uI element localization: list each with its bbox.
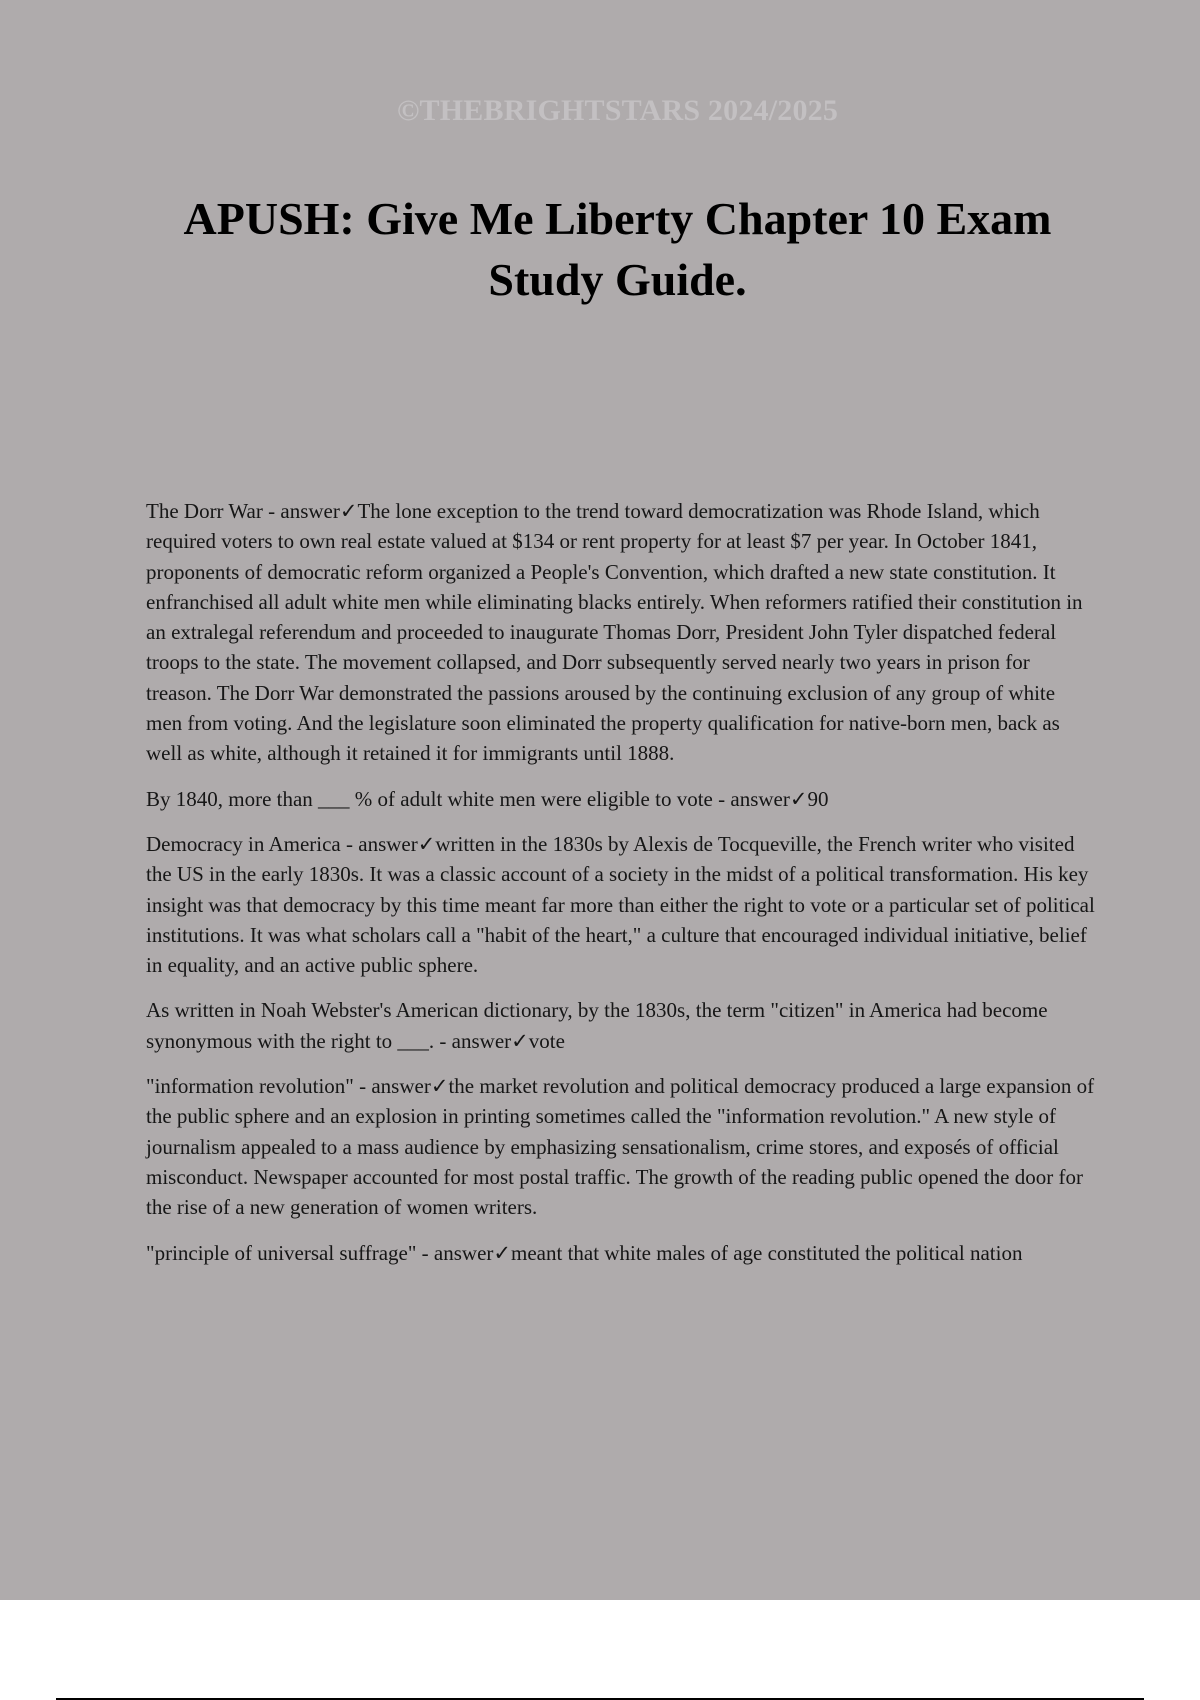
answer-text: the market revolution and political democracy produced a large expansion of the public sphere and an explosion in printing sometimes called the "information revolution." A new style of journalism appealed to a mass audience by emphasizing sensationalism, crime stores, and exposés of official misconduct. Newspaper accounted for most postal traffic. The growth of the reading public opened the door for the rise of a new generation of women writers. [146, 1074, 1095, 1220]
answer-text: 90 [807, 786, 829, 811]
qa-item [146, 784, 1096, 814]
checkmark-icon: ✓ [417, 831, 436, 856]
qa-item [146, 496, 1096, 769]
checkmark-icon: ✓ [430, 1074, 449, 1099]
qa-item [146, 829, 1096, 980]
question-text: The Dorr War - [146, 499, 281, 523]
page-title: APUSH: Give Me Liberty Chapter 10 Exam Study Guide. [183, 193, 1052, 305]
checkmark-icon: ✓ [493, 1240, 512, 1265]
question-text: Democracy in America - [146, 831, 359, 856]
question-text: "information revolution" - [146, 1074, 372, 1099]
question-text: "principle of universal suffrage" - [146, 1240, 434, 1265]
qa-item [146, 1238, 1096, 1268]
qa-item [146, 1071, 1096, 1222]
answer-label: answer [451, 1028, 512, 1053]
qa-item [146, 995, 1096, 1056]
watermark: ©THEBRIGHTSTARS 2024/2025 [396, 94, 839, 127]
answer-text: written in the 1830s by Alexis de Tocqueville, the French writer who visited the US in the early 1830s. It was a classic account of a society in the midst of a political transformation. His key insight was that democracy by this time meant far more than either the right to vote or a particular set of political institutions. It was what scholars call a "habit of the heart," a culture that encouraged individual initiative, belief in equality, and an active public sphere. [146, 831, 1095, 978]
study-guide-body [146, 496, 1096, 1283]
checkmark-icon: ✓ [339, 499, 358, 523]
checkmark-icon: ✓ [789, 786, 808, 811]
question-text: By 1840, more than ___ % of adult white men were eligible to vote - [146, 786, 731, 811]
answer-label: answer [433, 1240, 494, 1265]
answer-text: The lone exception to the trend toward democratization was Rhode Island, which required voters to own real estate valued at $134 or rent property for at least $7 per year. In October 1841, proponents of democratic reform organized a People's Convention, which drafted a new state constitution. It enfranchised all adult white men while eliminating blacks entirely. When reformers ratified their constitution in an extralegal referendum and proceeded to inaugurate Thomas Dorr, President John Tyler dispatched federal troops to the state. The movement collapsed, and Dorr subsequently served nearly two years in prison for treason. The Dorr War demonstrated the passions aroused by the continuing exclusion of any group of white men from voting. And the legislature soon eliminated the property qualification for native-born men, back as well as white, although it retained it for immigrants until 1888. [146, 499, 1083, 766]
answer-label: answer [358, 831, 418, 856]
checkmark-icon: ✓ [511, 1028, 529, 1053]
answer-label: answer [730, 786, 790, 811]
answer-text: vote [528, 1028, 565, 1053]
question-text: As written in Noah Webster's American dictionary, by the 1830s, the term "citizen" in America had become synonymous with the right to ___. - [146, 998, 1048, 1053]
answer-text: meant that white males of age constituted the political nation [511, 1240, 1023, 1265]
answer-label: answer [280, 499, 340, 523]
answer-label: answer [371, 1074, 431, 1099]
